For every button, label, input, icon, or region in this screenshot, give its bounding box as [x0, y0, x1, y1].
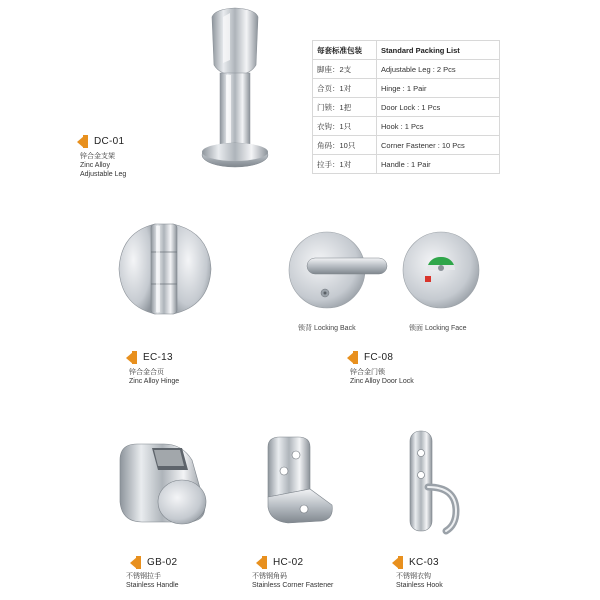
table-row: [313, 155, 500, 174]
gb02-code-tag: [130, 556, 177, 569]
gb02-caption: [126, 572, 179, 590]
fc08-name-en: Zinc Alloy Door Lock: [350, 378, 414, 385]
packing-list-table: [312, 40, 500, 174]
fc08-name-zh: 锌合金门锁: [350, 369, 385, 376]
row-zh: 拉手：1对: [313, 155, 377, 174]
kc03-name-en: Stainless Hook: [396, 582, 443, 589]
gb02-name-zh: 不锈钢拉手: [126, 573, 161, 580]
table-row: [313, 136, 500, 155]
table-row: [313, 117, 500, 136]
hook-image: [392, 425, 462, 535]
corner-fastener-image: [258, 435, 338, 525]
dc01-name-en2: Adjustable Leg: [80, 171, 127, 178]
table-row: [313, 79, 500, 98]
row-en: Door Lock : 1 Pcs: [377, 98, 500, 117]
row-zh: 衣钩：1只: [313, 117, 377, 136]
dc01-caption: [80, 152, 126, 179]
kc03-code-tag: [392, 556, 439, 569]
row-en: Corner Fastener : 10 Pcs: [377, 136, 500, 155]
hinge-image: [115, 222, 215, 317]
ec13-code-tag: [126, 351, 173, 364]
row-en: Adjustable Leg : 2 Pcs: [377, 60, 500, 79]
table-row: [313, 98, 500, 117]
dc01-name-en1: Zinc Alloy: [80, 162, 110, 169]
kc03-caption: [396, 572, 443, 590]
dc01-name-zh: 锌合金支架: [80, 153, 115, 160]
lock-face-image: [401, 230, 481, 310]
ec13-name-zh: 锌合金合页: [129, 369, 164, 376]
hc02-caption: [252, 572, 333, 590]
fc08-code: FC-08: [364, 352, 394, 363]
handle-image: [112, 430, 212, 530]
gb02-name-en: Stainless Handle: [126, 582, 179, 589]
hc02-code-tag: [256, 556, 303, 569]
gb02-code: GB-02: [147, 557, 178, 568]
packing-list-header: [313, 41, 500, 60]
packing-list-header-zh: 每套标准包装: [313, 41, 377, 60]
row-zh: 合页：1对: [313, 79, 377, 98]
fc08-code-tag: [347, 351, 393, 364]
packing-list-header-en: Standard Packing List: [377, 41, 500, 60]
row-en: Handle : 1 Pair: [377, 155, 500, 174]
kc03-code: KC-03: [409, 557, 439, 568]
dc01-code-tag: [77, 135, 124, 148]
kc03-name-zh: 不锈钢衣钩: [396, 573, 431, 580]
row-en: Hinge : 1 Pair: [377, 79, 500, 98]
row-zh: 门锁：1把: [313, 98, 377, 117]
hc02-code: HC-02: [273, 557, 304, 568]
hc02-name-zh: 不锈钢角码: [252, 573, 287, 580]
ec13-name-en: Zinc Alloy Hinge: [129, 378, 180, 385]
row-zh: 脚座：2支: [313, 60, 377, 79]
hc02-name-en: Stainless Corner Fastener: [252, 582, 334, 589]
table-row: [313, 60, 500, 79]
lock-face-label: 锁面 Locking Face: [409, 325, 467, 332]
ec13-code: EC-13: [143, 352, 173, 363]
row-en: Hook : 1 Pcs: [377, 117, 500, 136]
fc08-caption: [350, 368, 414, 386]
lock-back-image: [287, 230, 397, 315]
adjustable-leg-image: [190, 5, 280, 170]
ec13-caption: [129, 368, 179, 386]
dc01-code: DC-01: [94, 136, 125, 147]
row-zh: 角码：10只: [313, 136, 377, 155]
lock-back-label: 锁背 Locking Back: [298, 325, 356, 332]
